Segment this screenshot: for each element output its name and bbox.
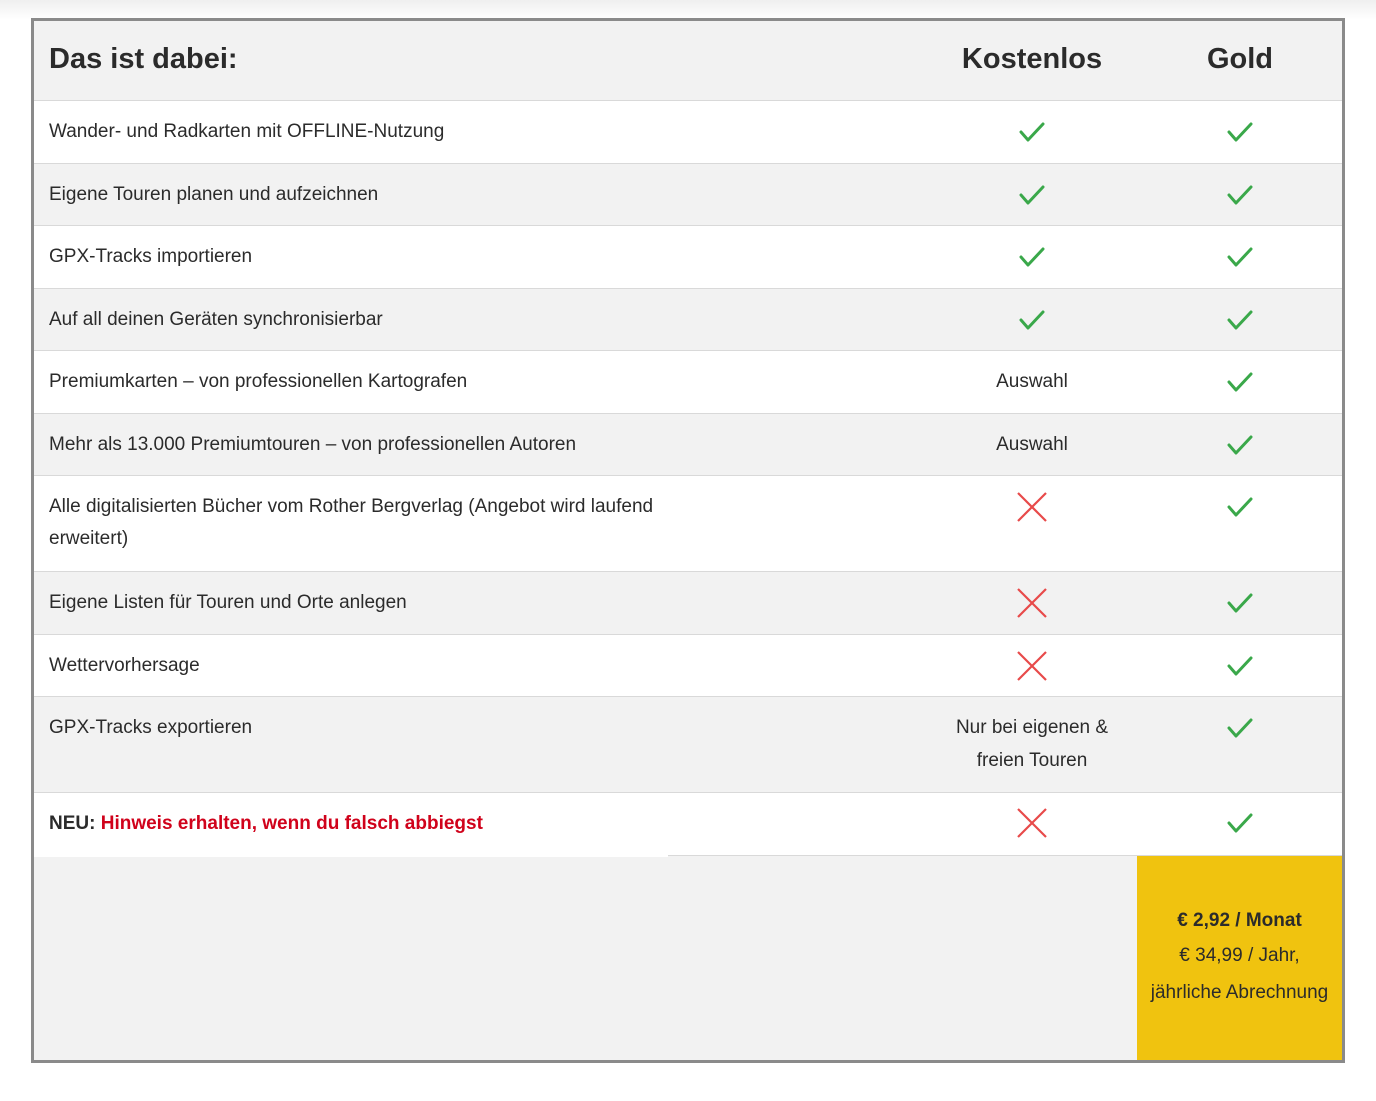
table-row	[34, 289, 1342, 351]
feature-label: GPX-Tracks importieren	[49, 246, 253, 267]
kostenlos-cell	[929, 649, 1135, 682]
check-icon	[1227, 121, 1253, 143]
table-header	[34, 21, 1342, 101]
cross-icon	[1016, 650, 1048, 682]
check-icon	[1227, 309, 1253, 331]
cross-icon	[1016, 807, 1048, 839]
gold-cell	[1137, 649, 1343, 682]
neu-badge: NEU:	[49, 813, 96, 834]
table-row	[34, 164, 1342, 226]
table-row	[34, 351, 1342, 414]
table-row	[34, 414, 1342, 476]
check-icon	[1019, 184, 1045, 206]
table-row	[34, 572, 1342, 635]
table-row	[34, 697, 1342, 793]
gold-cell	[1137, 115, 1343, 148]
check-icon	[1227, 246, 1253, 268]
feature-label	[49, 808, 689, 840]
neu-feature-text: Hinweis erhalten, wenn du falsch abbiegst	[100, 813, 483, 834]
check-icon	[1227, 371, 1253, 393]
kostenlos-cell	[929, 490, 1135, 523]
feature-label: Eigene Listen für Touren und Orte anlegen	[49, 592, 407, 613]
check-icon	[1019, 121, 1045, 143]
table-row	[34, 101, 1342, 164]
top-shadow	[0, 0, 1376, 20]
check-icon	[1227, 184, 1253, 206]
kostenlos-cell	[929, 178, 1135, 211]
kostenlos-cell	[929, 303, 1135, 336]
kostenlos-cell: Nur bei eigenen & freien Touren	[955, 717, 1109, 771]
gold-price-box	[1137, 856, 1342, 1060]
check-icon	[1227, 717, 1253, 739]
table-row-neu	[34, 793, 1342, 856]
price-billing: jährliche Abrechnung	[1150, 982, 1329, 1003]
check-icon	[1227, 496, 1253, 518]
feature-label: Mehr als 13.000 Premiumtouren – von professionellen Autoren	[49, 434, 577, 455]
column-header-kostenlos: Kostenlos	[961, 43, 1103, 75]
gold-cell	[1137, 806, 1343, 839]
kostenlos-cell: Auswahl	[996, 371, 1068, 392]
price-monthly: € 2,92 / Monat	[1177, 910, 1302, 931]
feature-label: Alle digitalisierten Bücher vom Rother Bergverlag (Angebot wird laufend erweitert)	[49, 496, 654, 549]
comparison-table	[31, 18, 1345, 1063]
kostenlos-cell: Auswahl	[996, 434, 1068, 455]
table-row	[34, 226, 1342, 289]
gold-cell	[1137, 240, 1343, 273]
feature-label: Eigene Touren planen und aufzeichnen	[49, 184, 379, 205]
cross-icon	[1016, 587, 1048, 619]
gold-cell	[1137, 428, 1343, 461]
kostenlos-cell	[929, 115, 1135, 148]
gold-cell	[1137, 365, 1343, 398]
gold-cell	[1137, 178, 1343, 211]
kostenlos-cell	[929, 240, 1135, 273]
table-row	[34, 476, 1342, 572]
feature-label: Wander- und Radkarten mit OFFLINE-Nutzung	[49, 121, 445, 142]
check-icon	[1227, 434, 1253, 456]
gold-cell	[1137, 586, 1343, 619]
table-row	[34, 635, 1342, 697]
check-icon	[1019, 246, 1045, 268]
check-icon	[1019, 309, 1045, 331]
check-icon	[1227, 812, 1253, 834]
column-header-gold: Gold	[1206, 43, 1274, 75]
feature-label: Premiumkarten – von professionellen Kartografen	[49, 371, 468, 392]
price-yearly: € 34,99 / Jahr,	[1179, 945, 1300, 966]
feature-label: Wettervorhersage	[49, 655, 200, 676]
kostenlos-cell	[929, 806, 1135, 839]
table-title: Das ist dabei:	[49, 43, 238, 75]
gold-cell	[1137, 711, 1343, 744]
kostenlos-cell	[929, 586, 1135, 619]
feature-label: GPX-Tracks exportieren	[49, 717, 253, 738]
cross-icon	[1016, 491, 1048, 523]
check-icon	[1227, 592, 1253, 614]
gold-cell	[1137, 490, 1343, 523]
divider	[34, 855, 668, 857]
gold-cell	[1137, 303, 1343, 336]
check-icon	[1227, 655, 1253, 677]
feature-label: Auf all deinen Geräten synchronisierbar	[49, 309, 383, 330]
